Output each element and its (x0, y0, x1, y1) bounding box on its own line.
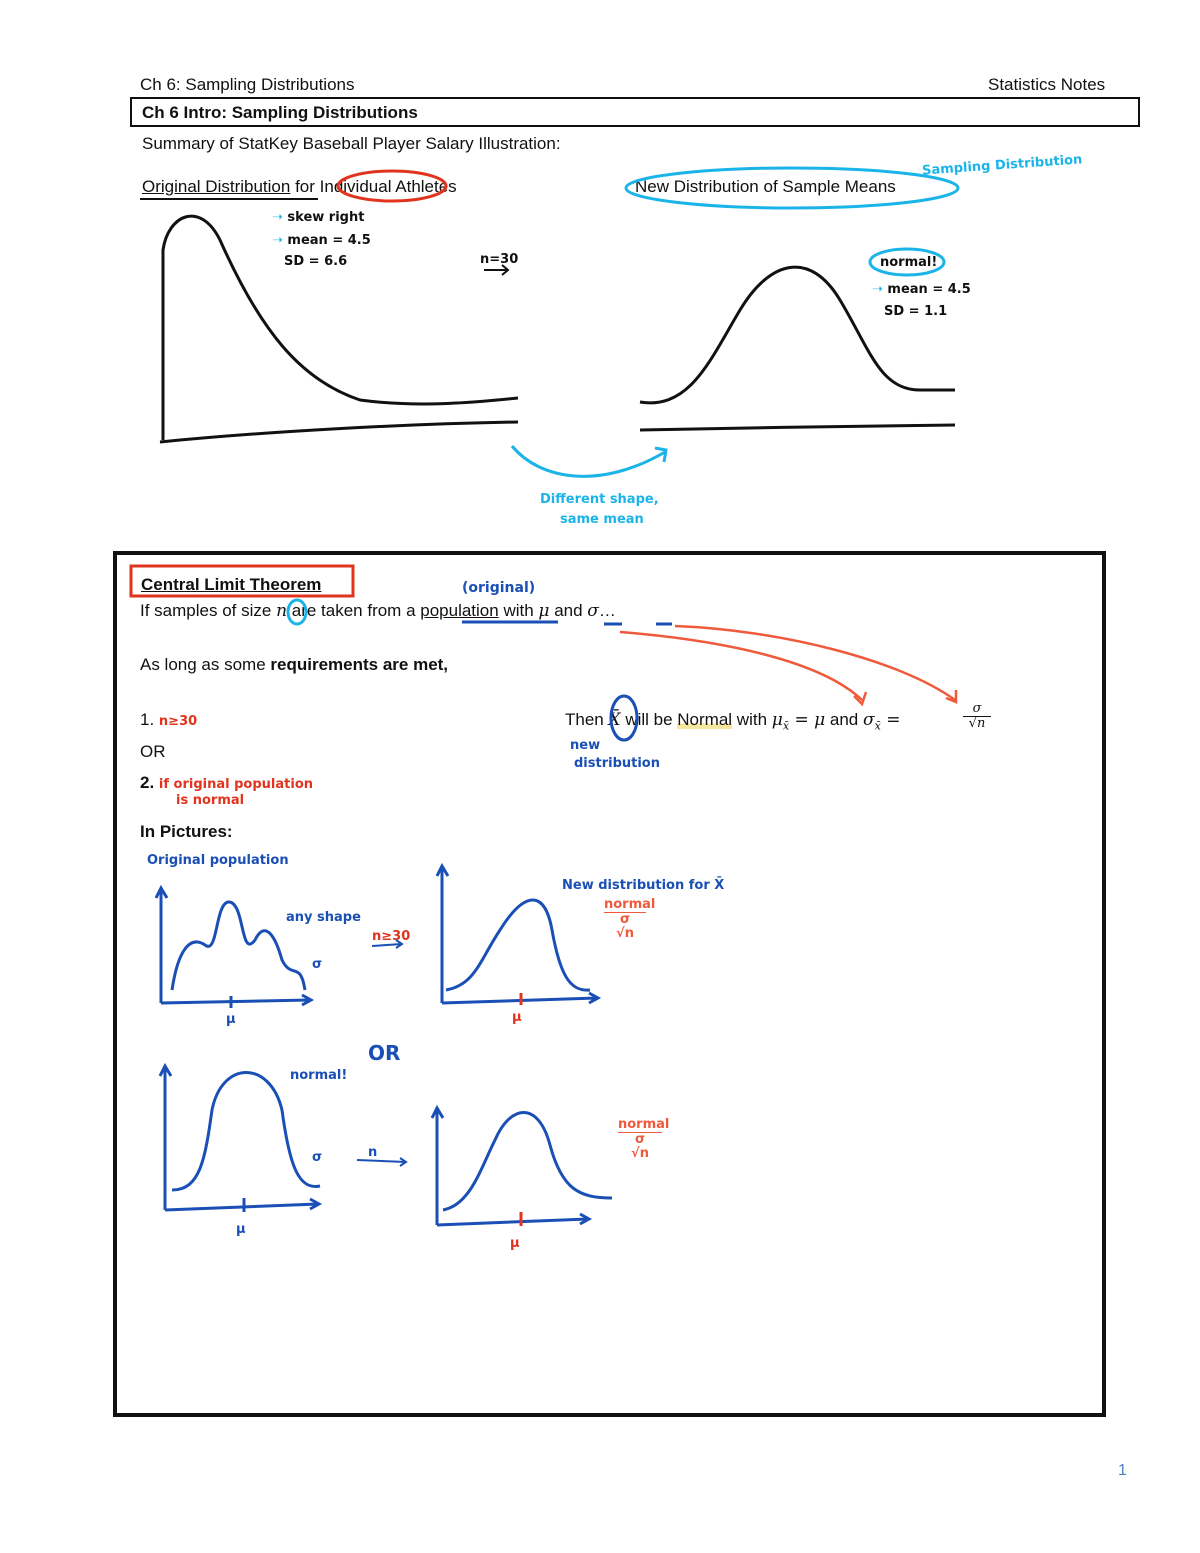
original-heading-circled: Individual (319, 177, 392, 196)
pic1-curve (172, 902, 305, 990)
mu-symbol: μ (538, 601, 550, 621)
item-1: 1. n≥30 (140, 710, 198, 729)
compare-line-1: Different shape, (540, 492, 659, 507)
mu-label-2: μ (512, 1010, 522, 1025)
or-label: OR (368, 1041, 401, 1065)
orig-pop-label: Original population (147, 853, 289, 868)
sampling-note-mean: ➝ mean = 4.5 (872, 282, 971, 297)
xbar-circle (611, 696, 637, 740)
original-heading-prefix: Original Distribution (142, 177, 291, 196)
sampling-annotation: Sampling Distribution (921, 152, 1083, 179)
normal-word: Normal (677, 710, 733, 729)
pic4-graph (432, 1108, 612, 1225)
pic3-curve (172, 1073, 323, 1191)
section-title: Ch 6 Intro: Sampling Distributions (142, 103, 418, 122)
header-right: Statistics Notes (988, 75, 1106, 94)
arrow-label-n30: n=30 (480, 252, 519, 267)
sigma-label-1: σ (312, 957, 323, 972)
sampling-note-sd: SD = 1.1 (884, 304, 948, 319)
individual-circle (338, 171, 446, 201)
original-note-mean: ➝ mean = 4.5 (272, 233, 371, 248)
pictures-label: In Pictures: (140, 822, 233, 841)
summary-line: Summary of StatKey Baseball Player Salary Illustration: (142, 134, 561, 153)
sampling-heading-circle (626, 168, 958, 208)
skew-curve (163, 216, 518, 440)
item-1-hand: n≥30 (158, 714, 198, 729)
pic-arrow-2 (357, 1158, 406, 1166)
xbar-note-1: new (570, 738, 601, 753)
or-text: OR (140, 742, 166, 761)
population-word: population (420, 601, 499, 620)
pic1-yaxis (156, 888, 167, 1003)
normal-curve (640, 267, 955, 403)
n30-arrow (484, 265, 508, 275)
frac-1: normal σ √n (604, 897, 656, 941)
mu-label-3: μ (236, 1222, 246, 1237)
pic2-graph (437, 866, 598, 1003)
item-2-hand-1: if original population (158, 777, 314, 792)
pic1-xaxis (161, 995, 311, 1005)
n-symbol: n (276, 601, 288, 621)
xbar-note-2: distribution (574, 756, 660, 771)
mu-label-1: μ (226, 1012, 236, 1027)
pic4-curve (443, 1113, 612, 1211)
pic-arrow-1 (372, 940, 402, 948)
original-heading-suffix: Athletes (391, 177, 457, 196)
pic2-yaxis (437, 866, 448, 1003)
n-circle (288, 600, 306, 624)
header-left: Ch 6: Sampling Distributions (140, 75, 355, 94)
frac-2: normal σ √n (618, 1117, 670, 1161)
mu-arrow (620, 632, 862, 700)
pic3-xaxis (165, 1199, 319, 1210)
original-note-sd: SD = 6.6 (284, 254, 348, 269)
original-note-shape: ➝ skew right (272, 210, 365, 225)
clt-line-1: If samples of size n are taken from a population with μ and σ… (140, 601, 616, 621)
requirements-line: As long as some requirements are met, (140, 655, 449, 674)
xbar-symbol: X̄ (608, 710, 621, 730)
sigma-symbol: σ (587, 601, 599, 621)
pic1-graph (156, 888, 311, 1008)
original-skew-graph (160, 216, 518, 442)
then-line: Then X̄ will be Normal with $\mu_{x̄} = \mu$ and $\sigma_{x̄}$ = (565, 710, 901, 733)
pic3-yaxis (160, 1066, 171, 1210)
original-heading-mid: for (290, 177, 320, 196)
pic4-xaxis (437, 1214, 589, 1225)
item-2-hand-2: is normal (176, 793, 245, 808)
pic2-curve (446, 900, 590, 990)
compare-arrow (512, 446, 665, 476)
mu-label-4: μ (510, 1236, 520, 1251)
n-label: n (368, 1145, 378, 1160)
normal-label: normal! (290, 1068, 348, 1083)
sampling-normal-graph (640, 267, 955, 430)
sampling-note-shape: normal! (880, 255, 938, 270)
clt-title-box (131, 566, 353, 596)
original-note: (original) (462, 580, 536, 596)
compare-line-2: same mean (560, 512, 644, 527)
new-dist-label: New distribution for X̄ (562, 878, 725, 893)
any-shape-label: any shape (286, 910, 361, 925)
n-ge-30-label: n≥30 (372, 929, 411, 944)
normal-axis (640, 425, 955, 430)
sigma-label-3: σ (312, 1150, 323, 1165)
sigma-arrow (675, 626, 955, 700)
normal-circle (870, 249, 944, 275)
page-number: 1 (1118, 1462, 1127, 1479)
clt-title: Central Limit Theorem (141, 575, 322, 594)
sampling-heading: New Distribution of Sample Means (635, 177, 896, 196)
pic3-graph (160, 1066, 323, 1212)
sigma-over-root-n: σ √n (963, 702, 991, 731)
item-2: 2. if original population (140, 773, 314, 792)
skew-axis (160, 422, 518, 442)
pic4-yaxis (432, 1108, 443, 1225)
